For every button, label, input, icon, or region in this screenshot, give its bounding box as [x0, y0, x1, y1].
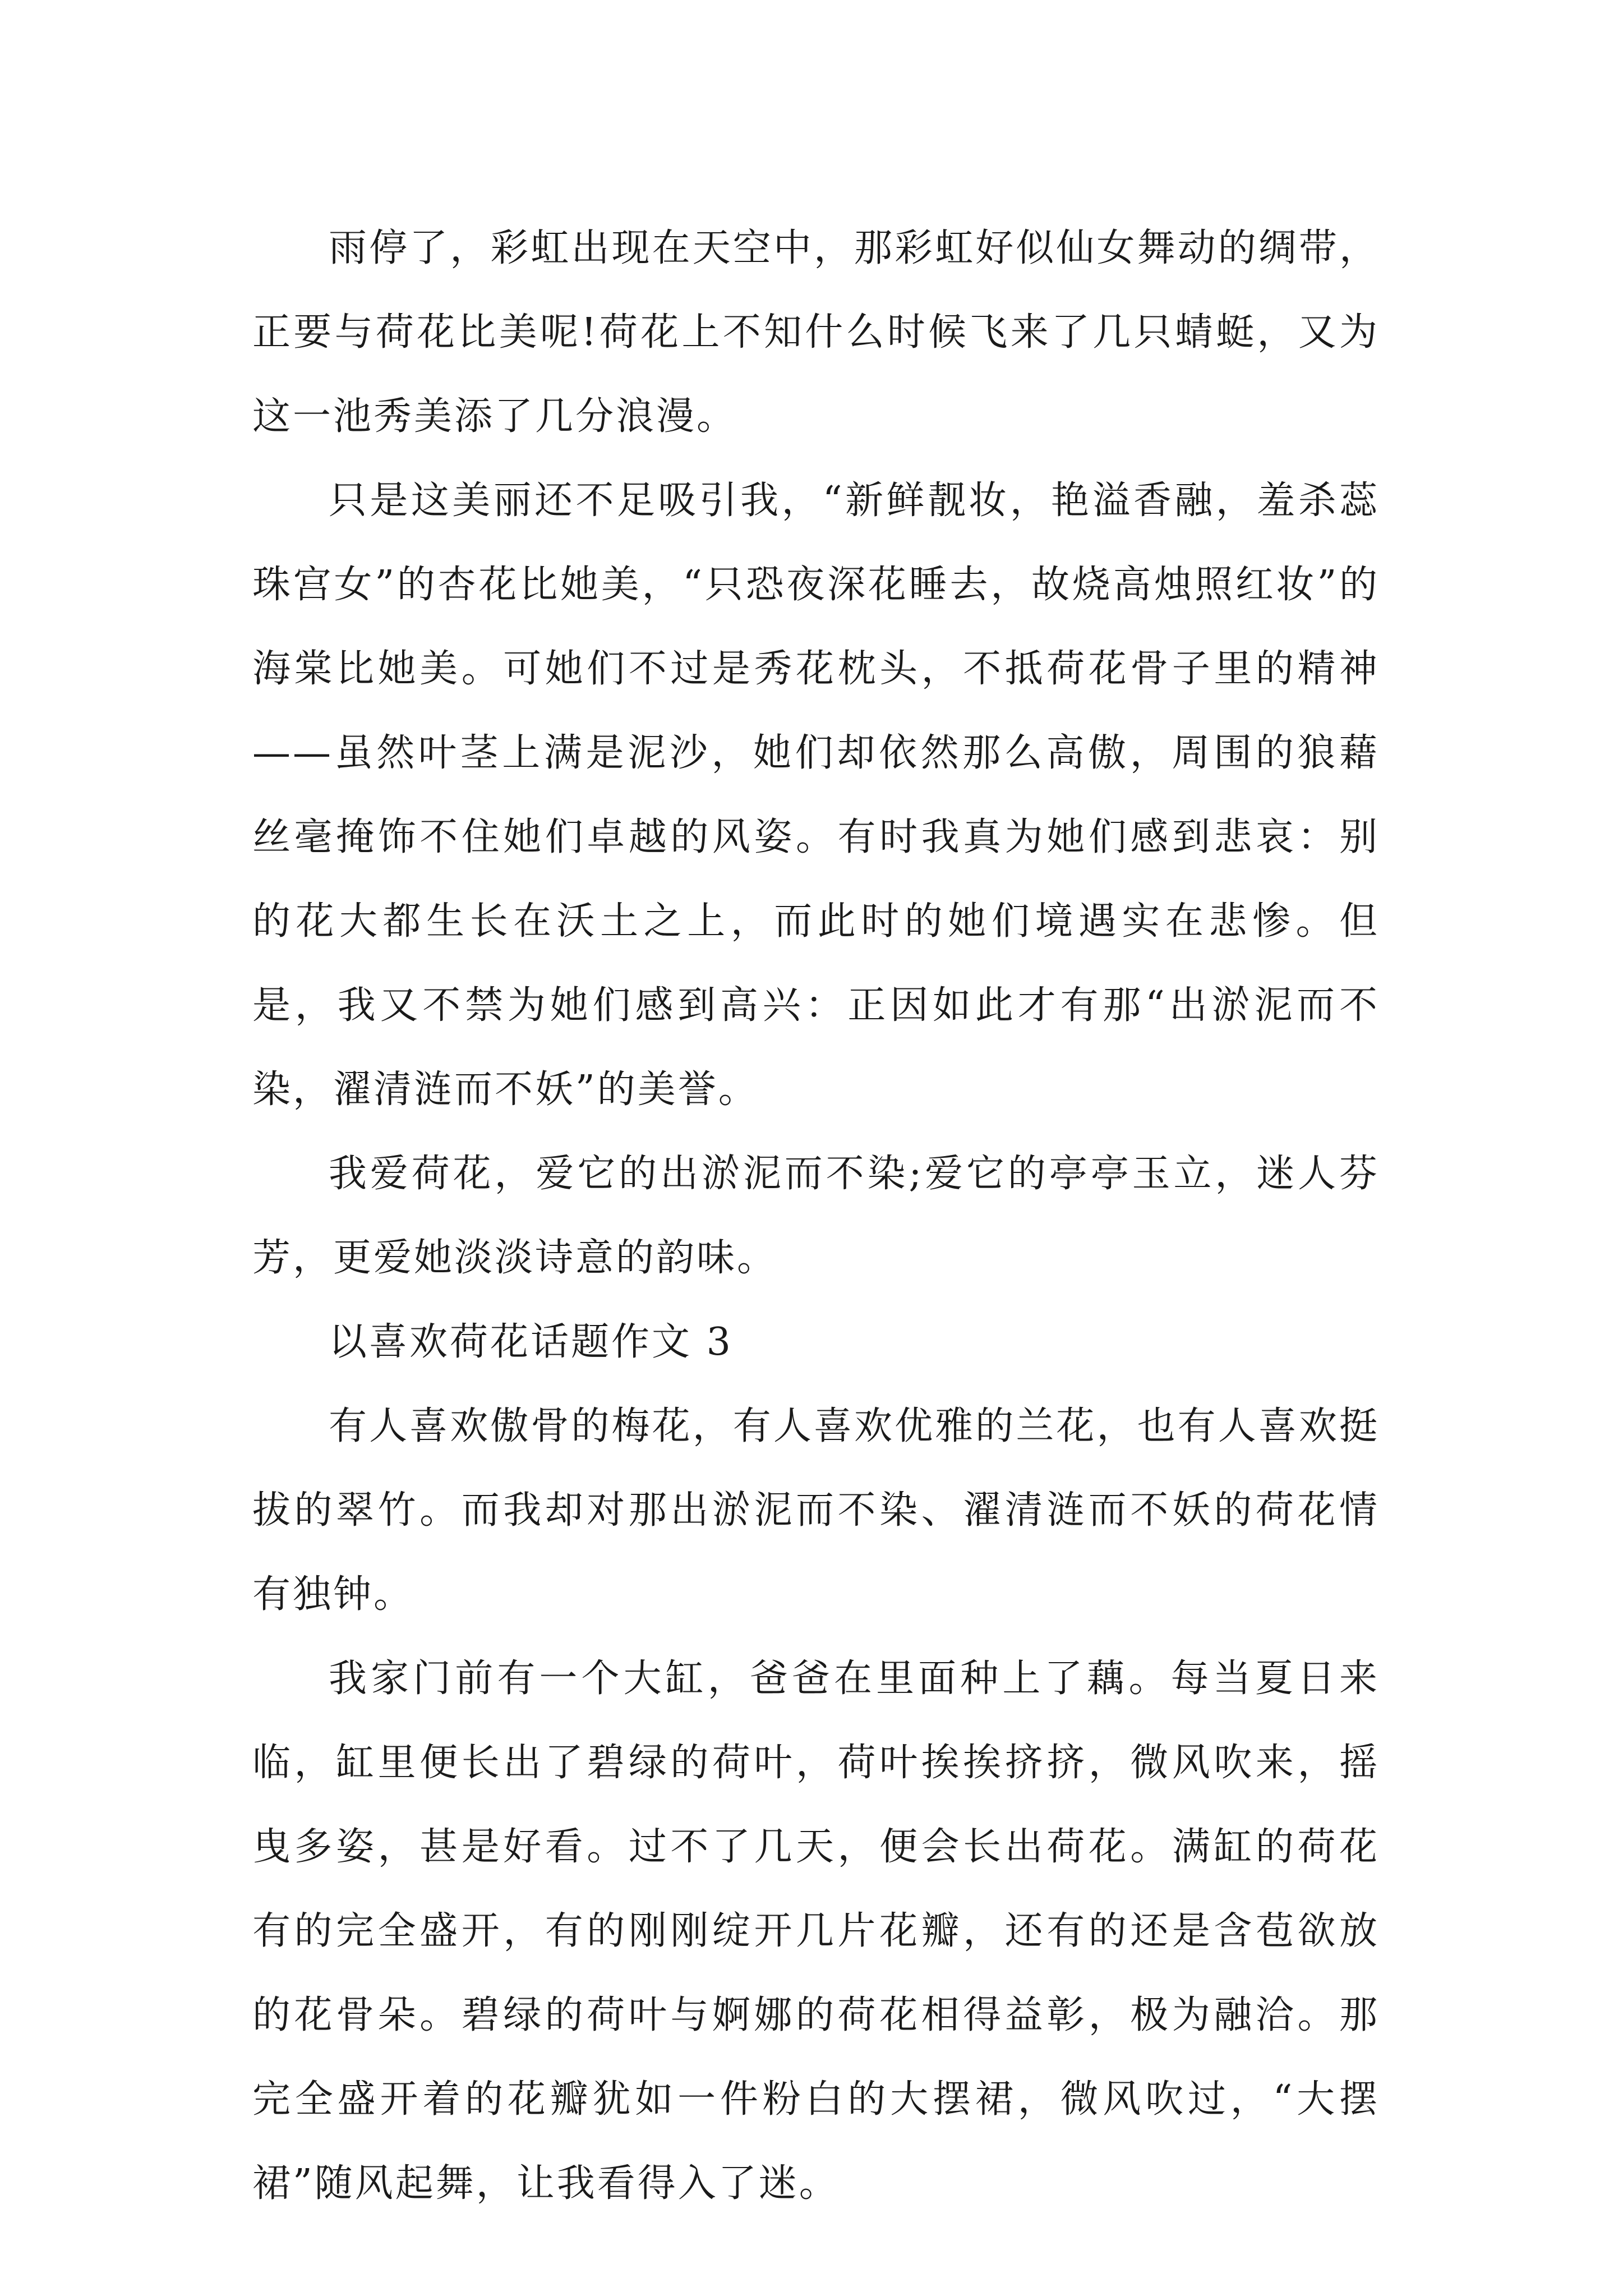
paragraph-preference: 有人喜欢傲骨的梅花，有人喜欢优雅的兰花，也有人喜欢挺拔的翠竹。而我却对那出淤泥而不染、濯清涟而不妖的荷花情有独钟。 — [252, 1404, 1380, 1617]
paragraph-comparison: 只是这美丽还不足吸引我，“新鲜靓妆，艳溢香融，羞杀蕊珠宫女”的杏花比她美，“只恐夜深花睡去，故烧高烛照红妆”的海棠比她美。可她们不过是秀花枕头，不抵荷花骨子里的精神——虽然叶茎上满是泥沙，她们却依然那么高傲，周围的狼藉丝毫掩饰不住她们卓越的风姿。有时我真为她们感到悲哀：别的花大都生长在沃土之上，而此时的她们境遇实在悲惨。但是，我又不禁为她们感到高兴：正因如此才有那“出淤泥而不染，濯清涟而不妖”的美誉。 — [252, 478, 1380, 1112]
paragraph-vat: 我家门前有一个大缸，爸爸在里面种上了藕。每当夏日来临，缸里便长出了碧绿的荷叶，荷叶挨挨挤挤，微风吹来，摇曳多姿，甚是好看。过不了几天，便会长出荷花。满缸的荷花有的完全盛开，有的刚刚绽开几片花瓣，还有的还是含苞欲放的花骨朵。碧绿的荷叶与婀娜的荷花相得益彰，极为融洽。那完全盛开着的花瓣犹如一件粉白的大摆裙，微风吹过，“大摆裙”随风起舞，让我看得入了迷。 — [252, 1657, 1380, 2206]
section-title: 以喜欢荷花话题作文 3 — [329, 1320, 733, 1364]
document-body — [252, 206, 1380, 2226]
paragraph-love-lotus: 我爱荷花，爱它的出淤泥而不染;爱它的亭亭玉立，迷人芬芳，更爱她淡淡诗意的韵味。 — [252, 1152, 1380, 1280]
paragraph-rainbow: 雨停了，彩虹出现在天空中，那彩虹好似仙女舞动的绸带，正要与荷花比美呢!荷花上不知什么时候飞来了几只蜻蜓，又为这一池秀美添了几分浪漫。 — [252, 226, 1380, 439]
